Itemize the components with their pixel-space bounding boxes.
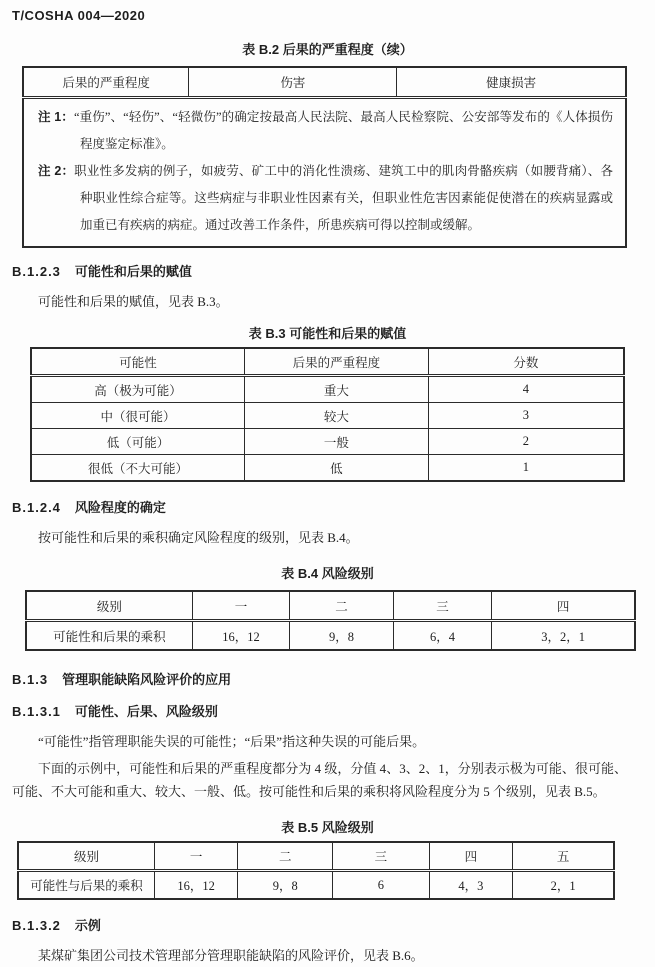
section-title: 可能性和后果的赋值 [74,264,192,279]
table-header-cell: 四 [492,591,635,621]
table-cell: 中（很可能） [31,403,244,429]
section-number: B.1.3.2 [12,918,61,933]
paragraph-b132: 某煤矿集团公司技术管理部分管理职能缺陷的风险评价，见表 B.6。 [38,948,424,963]
section-heading-b123 [12,261,655,280]
section-number: B.1.3 [12,672,49,687]
table-header-cell: 可能性 [31,348,244,376]
table-cell: 可能性与后果的乘积 [18,871,154,900]
table-cell: 3 [428,403,624,429]
doc-code: T/COSHA 004—2020 [12,8,146,23]
table-cell: 高（极为可能） [31,376,244,403]
table-cell: 低（可能） [31,429,244,455]
table-cell: 一般 [244,429,428,455]
table-notes-cell [23,98,626,248]
table-cell: 6 [333,871,430,900]
table-cell: 6，4 [393,621,492,651]
section-title: 管理职能缺陷风险评价的应用 [62,672,232,687]
table-b3 [30,347,625,482]
table-header-cell: 五 [513,842,614,871]
table-b5-header-row [18,842,614,871]
table-row [31,403,624,429]
table-cell: 4 [428,376,624,403]
table-header-cell: 四 [429,842,512,871]
table-header-cell: 级别 [26,591,192,621]
table-b3-title: 表 B.3 可能性和后果的赋值 [248,326,407,341]
table-header-cell: 伤害 [189,67,397,98]
table-b4-header-row [26,591,635,621]
table-header-cell: 级别 [18,842,154,871]
note-text: “重伤”、“轻伤”、“轻微伤”的确定按最高人民法院、最高人民检察院、公安部等发布的《人体损伤程度鉴定标准》。 [73,110,613,151]
section-heading-b124 [12,497,655,516]
table-header-cell: 健康损害 [397,67,626,98]
table-b2-title: 表 B.2 后果的严重程度（续） [242,42,413,57]
table-cell: 16，12 [154,871,237,900]
table-row [31,429,624,455]
table-note-2 [38,158,613,239]
table-cell: 低 [244,455,428,482]
section-heading-b132 [12,915,655,934]
table-header-cell: 二 [290,591,394,621]
note-label: 注 2： [38,164,75,178]
table-cell: 2，1 [513,871,614,900]
table-row [26,621,635,651]
table-header-cell: 一 [154,842,237,871]
paragraph-b123: 可能性和后果的赋值，见表 B.3。 [38,294,229,309]
table-cell: 16，12 [192,621,289,651]
section-number: B.1.2.4 [12,500,61,515]
table-cell: 9，8 [238,871,333,900]
table-header-cell: 一 [192,591,289,621]
paragraph-b131-1: “可能性”指管理职能失误的可能性；“后果”指这种失误的可能后果。 [38,734,426,749]
table-row [31,376,624,403]
table-b2 [22,66,627,248]
document-page [0,8,655,963]
section-number: B.1.3.1 [12,704,61,719]
table-b3-header-row [31,348,624,376]
table-cell: 较大 [244,403,428,429]
paragraph-b131-2: 下面的示例中，可能性和后果的严重程度都分为 4 级，分值 4、3、2、1，分别表示极为可能、很可能、可能、不大可能和重大、较大、一般、低。按可能性和后果的乘积将风险程度分为 5 个级别，见表 B.5。 [12,761,627,799]
table-row [31,455,624,482]
table-header-cell: 后果的严重程度 [244,348,428,376]
section-heading-b13 [12,669,655,688]
table-header-cell: 三 [393,591,492,621]
section-heading-b131 [12,701,655,720]
table-header-cell: 分数 [428,348,624,376]
table-note-1 [38,104,613,158]
note-label: 注 1： [38,110,74,124]
table-cell: 重大 [244,376,428,403]
paragraph-b124: 按可能性和后果的乘积确定风险程度的级别，见表 B.4。 [38,530,359,545]
table-b5-title: 表 B.5 风险级别 [281,820,374,835]
table-cell: 1 [428,455,624,482]
table-cell: 很低（不大可能） [31,455,244,482]
table-cell: 3，2，1 [492,621,635,651]
table-header-cell: 二 [238,842,333,871]
table-b2-notes-row [23,98,626,248]
table-cell: 9，8 [290,621,394,651]
table-b4-title: 表 B.4 风险级别 [281,566,374,581]
table-header-cell: 三 [333,842,430,871]
table-row [18,871,614,900]
table-cell: 可能性和后果的乘积 [26,621,192,651]
table-b5 [17,841,615,900]
table-b4 [25,590,636,651]
note-text: 职业性多发病的例子，如疲劳、矿工中的消化性溃疡、建筑工中的肌肉骨骼疾病（如腰背痛）、各种职业性综合症等。这些病症与非职业性因素有关，但职业性危害因素能促使潜在的疾病显露或加重已有疾病的病症。通过改善工作条件，所患疾病可得以控制或缓解。 [74,164,613,232]
table-cell: 4，3 [429,871,512,900]
table-cell: 2 [428,429,624,455]
section-title: 示例 [74,918,101,933]
section-number: B.1.2.3 [12,264,61,279]
section-title: 风险程度的确定 [74,500,166,515]
table-b2-header-row [23,67,626,98]
section-title: 可能性、后果、风险级别 [74,704,218,719]
table-header-cell: 后果的严重程度 [23,67,189,98]
